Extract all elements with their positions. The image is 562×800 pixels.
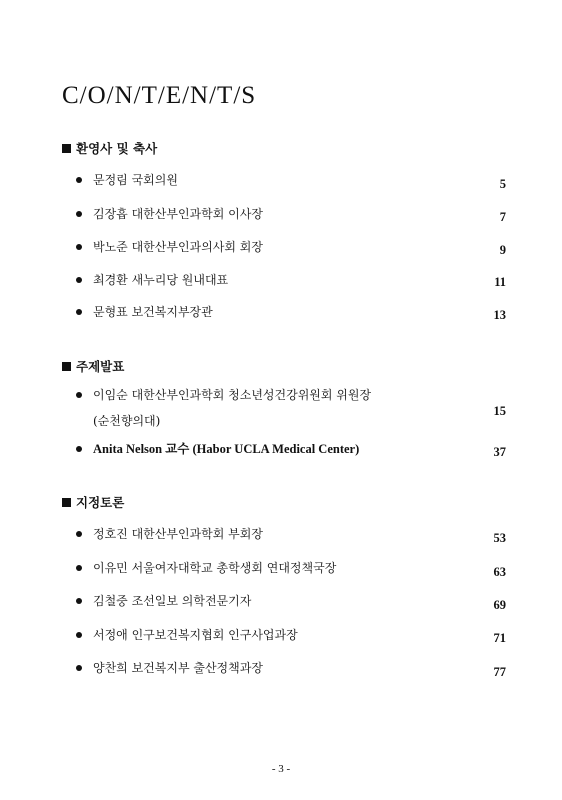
toc-entry-page: 77 <box>493 665 506 679</box>
bullet-icon <box>76 309 82 315</box>
bullet-icon <box>76 277 82 283</box>
page-number-footer: - 3 - <box>271 763 291 775</box>
section-heading-welcome <box>62 139 157 157</box>
square-bullet-icon <box>62 498 71 507</box>
toc-entry-text: 이유민 서울여자대학교 총학생회 연대정책국장 <box>93 561 337 575</box>
section-heading-label: 환영사 및 축사 <box>76 141 158 156</box>
section-heading-discussion <box>62 493 124 511</box>
square-bullet-icon <box>62 144 71 153</box>
square-bullet-icon <box>62 362 71 371</box>
section-heading-presentation <box>62 357 124 375</box>
bullet-icon <box>76 392 82 398</box>
toc-entry-text: 서정애 인구보건복지협회 인구사업과장 <box>93 628 298 642</box>
toc-entry-text: 김철중 조선일보 의학전문기자 <box>93 594 252 608</box>
toc-entry-page: 53 <box>493 531 506 545</box>
toc-entry-page: 11 <box>494 275 506 289</box>
bullet-icon <box>76 598 82 604</box>
bullet-icon <box>76 211 82 217</box>
toc-entry-page: 69 <box>493 598 506 612</box>
section-heading-label: 주제발표 <box>76 359 125 374</box>
bullet-icon <box>76 531 82 537</box>
toc-entry-page: 13 <box>493 308 506 322</box>
bullet-icon <box>76 665 82 671</box>
toc-entry-page: 63 <box>493 565 506 579</box>
bullet-icon <box>76 565 82 571</box>
bullet-icon <box>76 177 82 183</box>
toc-entry-text: 박노준 대한산부인과의사회 회장 <box>93 240 263 254</box>
bullet-icon <box>76 632 82 638</box>
toc-entry-text: 김장흡 대한산부인과학회 이사장 <box>93 207 263 221</box>
toc-entry-page: 37 <box>493 445 506 459</box>
toc-entry-page: 5 <box>499 177 506 191</box>
toc-entry-text: 문정림 국회의원 <box>93 173 178 187</box>
toc-entry-page: 71 <box>493 631 506 645</box>
bullet-icon <box>76 446 82 452</box>
toc-entry-page: 15 <box>493 404 506 418</box>
toc-entry-text: 이임순 대한산부인과학회 청소년성건강위원회 위원장 <box>93 388 372 402</box>
toc-entry-text: Anita Nelson 교수 (Habor UCLA Medical Center) <box>93 442 360 456</box>
contents-title: C/O/N/T/E/N/T/S <box>62 82 257 109</box>
toc-entry-page: 7 <box>499 210 506 224</box>
bullet-icon <box>76 244 82 250</box>
toc-entry-text: 최경환 새누리당 원내대표 <box>93 273 229 287</box>
toc-entry-text-continued: (순천향의대) <box>93 414 161 428</box>
toc-entry-page: 9 <box>499 243 506 257</box>
toc-entry-text: 문형표 보건복지부장관 <box>93 305 213 319</box>
toc-entry-text: 정호진 대한산부인과학회 부회장 <box>93 527 263 541</box>
toc-entry-text: 양찬희 보건복지부 출산정책과장 <box>93 661 263 675</box>
section-heading-label: 지정토론 <box>76 495 125 510</box>
